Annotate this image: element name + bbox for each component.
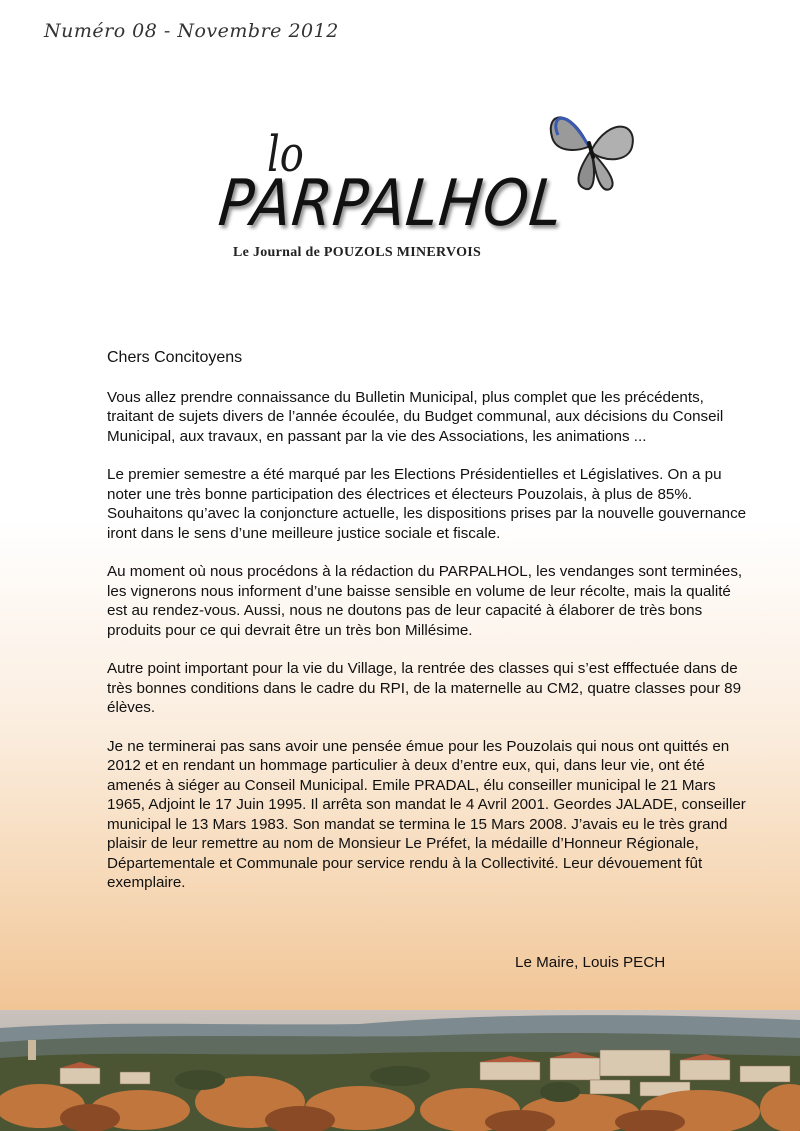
logo-lo: lo — [267, 125, 304, 183]
journal-subtitle: Le Journal de POUZOLS MINERVOIS — [233, 245, 482, 260]
greeting: Chers Concitoyens — [107, 349, 243, 366]
masthead — [215, 95, 615, 275]
village-panorama — [0, 1010, 800, 1131]
signature: Le Maire, Louis PECH — [515, 954, 666, 971]
issue-line: Numéro 08 - Novembre 2012 — [44, 20, 339, 42]
paragraph-harvest: Au moment où nous procédons à la rédaction du PARPALHOL, les vendanges sont terminées, les vignerons nous informent d’une baisse sensible en volume de leur récolte, mais la qualité est au rendez-vous. Aussi, nous ne doutons pas de leur capacité à élaborer de très bons produits pour ce qui devrait être un très bon Millésime. — [107, 563, 743, 639]
logo-title: PARPALHOL — [215, 167, 566, 241]
paragraph-school: Autre point important pour la vie du Village, la rentrée des classes qui s’est efffectuée dans de très bonnes conditions dans le cadre du RPI, de la maternelle au CM2, quatre classes pour 89 élèves. — [107, 660, 742, 716]
paragraph-elections: Le premier semestre a été marqué par les Elections Présidentielles et Législatives. On a pu noter une très bonne participation des électrices et électeurs Pouzolais, à plus de 85%. Souhaitons qu’avec la conjoncture actuelle, les dispositions prises par la nouvelle gouvernance iront dans le sens d’une meilleure justice sociale et fiscale. — [107, 466, 747, 542]
paragraph-tribute: Je ne terminerai pas sans avoir une pensée émue pour les Pouzolais qui nous ont quittés en 2012 et en rendant un hommage particulier à deux d’entre eux, qui, dans leur vie, ont été amenés à siéger au Conseil Municipal. Emile PRADAL, élu conseiller municipal le 21 Mars 1965, Adjoint le 17 Juin 1995. Il arrêta son mandat le 4 Avril 2001. Geordes JALADE, conseiller municipal le 13 Mars 1983. Son mandat se termina le 15 Mars 2008. J’avais eu le très grand plaisir de leur remettre au nom de Monsieur Le Préfet, la médaille d’Honneur Régionale, Départementale et Communale pour service rendu à la Collectivité. Leur dévouement fût exemplaire. — [107, 737, 746, 891]
paragraph-intro: Vous allez prendre connaissance du Bulletin Municipal, plus complet que les précédents, traitant de sujets divers de l’année écoulée, du Budget communal, aux décisions du Conseil Municipal, aux travaux, en passant par la vie des Associations, les animations ... — [107, 388, 724, 445]
mayor-letter — [107, 348, 747, 912]
